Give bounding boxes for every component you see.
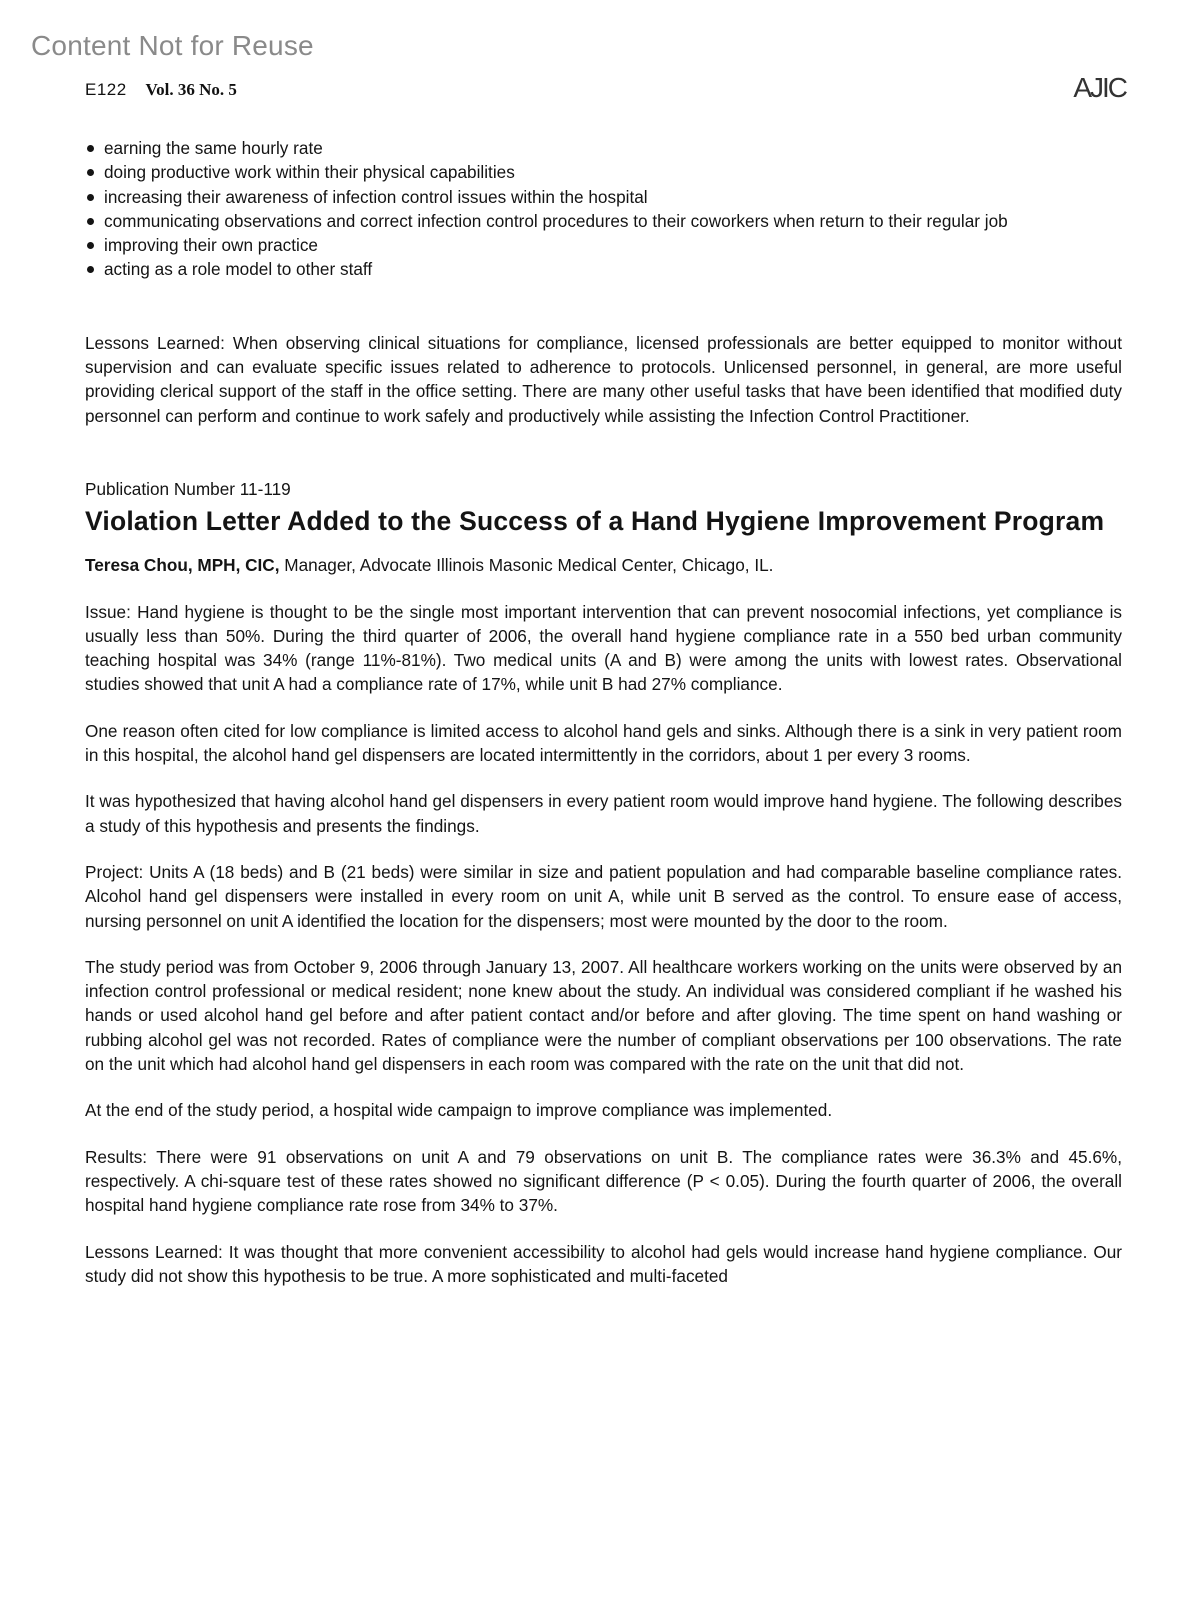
- lessons-learned-paragraph: Lessons Learned: It was thought that more convenient accessibility to alcohol had gels would increase hand hygiene compliance. Our study did not show this hypothesis to be true. A more sophisticated and multi-faceted: [85, 1241, 1122, 1286]
- bullet-icon: [87, 145, 94, 152]
- body-paragraph: One reason often cited for low compliance is limited access to alcohol hand gels and sinks. Although there is a sink in very patient room in this hospital, the alcohol hand gel dispensers are located intermittently in the corridors, about 1 per every 3 rooms.: [85, 720, 1122, 766]
- issue-paragraph: Issue: Hand hygiene is thought to be the single most important intervention that can prevent nosocomial infections, yet compliance is usually less than 50%. During the third quarter of 2006, the overall hand hygiene compliance rate in a 550 bed urban community teaching hospital was 34% (range 11%-81%). Two medical units (A and B) were among the units with lowest rates. Observational studies showed that unit A had a compliance rate of 17%, while unit B had 27% compliance.: [85, 601, 1122, 695]
- bullet-list: [85, 136, 1122, 282]
- list-item: [85, 209, 1122, 233]
- page-content: [85, 136, 1122, 1288]
- body-paragraph: It was hypothesized that having alcohol hand gel dispensers in every patient room would improve hand hygiene. The following describes a study of this hypothesis and presents the findings.: [85, 791, 1122, 836]
- list-item-text: improving their own practice: [104, 235, 318, 256]
- project-paragraph: Project: Units A (18 beds) and B (21 beds) were similar in size and patient population and had comparable baseline compliance rates. Alcohol hand gel dispensers were installed in every room on unit A, while unit B served as the control. To ensure ease of access, nursing personnel on unit A identified the location for the dispensers; most were mounted by the door to the room.: [85, 861, 1122, 931]
- list-item: [85, 185, 1122, 209]
- list-item: [85, 233, 1122, 257]
- running-header: [85, 80, 237, 100]
- bullet-icon: [87, 169, 94, 176]
- page-number: E122: [85, 80, 127, 99]
- journal-logo: AJIC: [1073, 72, 1126, 103]
- watermark-text: Content Not for Reuse: [31, 30, 314, 61]
- author-name: Teresa Chou, MPH, CIC,: [85, 555, 280, 576]
- list-item-text: doing productive work within their physical capabilities: [104, 162, 515, 183]
- list-item: [85, 136, 1122, 160]
- bullet-icon: [87, 242, 94, 249]
- previous-lessons-learned: Lessons Learned: When observing clinical situations for compliance, licensed professionals are better equipped to monitor without supervision and can evaluate specific issues related to adherence to protocols. Unlicensed personnel, in general, are more useful providing clerical support of the staff in the office setting. There are many other useful tasks that have been identified that modified duty personnel can perform and continue to work safely and productively while assisting the Infection Control Practitioner.: [85, 332, 1122, 426]
- author-affiliation: Manager, Advocate Illinois Masonic Medical Center, Chicago, IL.: [284, 555, 774, 576]
- list-item-text: acting as a role model to other staff: [104, 259, 373, 280]
- body-paragraph: At the end of the study period, a hospital wide campaign to improve compliance was implemented.: [85, 1100, 833, 1121]
- body-paragraph: The study period was from October 9, 2006 through January 13, 2007. All healthcare workers working on the units were observed by an infection control professional or medical resident; none knew about the study. An individual was considered compliant if he washed his hands or used alcohol hand gel before and after patient contact and/or before and after gloving. The time spent on hand washing or rubbing alcohol gel was not recorded. Rates of compliance were the number of compliant observations per 100 observations. The rate on the unit which had alcohol hand gel dispensers in each room was compared with the rate on the unit that did not.: [85, 956, 1122, 1075]
- list-item: [85, 257, 1122, 281]
- results-paragraph: Results: There were 91 observations on unit A and 79 observations on unit B. The compliance rates were 36.3% and 45.6%, respectively. A chi-square test of these rates showed no significant difference (P < 0.05). During the fourth quarter of 2006, the overall hospital hand hygiene compliance rate rose from 34% to 37%.: [85, 1146, 1122, 1216]
- publication-number: Publication Number 11-119: [85, 478, 291, 499]
- bullet-icon: [87, 266, 94, 273]
- byline: [85, 553, 1122, 577]
- list-item-text: communicating observations and correct infection control procedures to their coworkers when return to their regular job: [104, 210, 1008, 231]
- bullet-icon: [87, 218, 94, 225]
- bullet-icon: [87, 194, 94, 201]
- list-item-text: earning the same hourly rate: [104, 138, 323, 158]
- volume-issue: Vol. 36 No. 5: [145, 80, 237, 99]
- article-title: Violation Letter Added to the Success of a Hand Hygiene Improvement Program: [85, 506, 1105, 537]
- list-item: [85, 160, 1122, 184]
- list-item-text: increasing their awareness of infection control issues within the hospital: [104, 186, 648, 207]
